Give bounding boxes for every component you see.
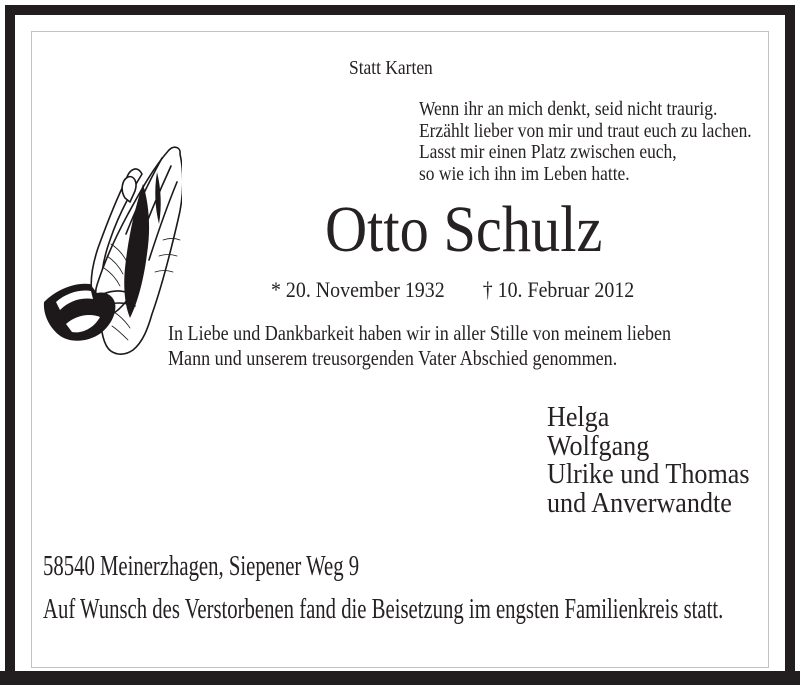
birth-date: * 20. November 1932	[271, 277, 445, 302]
mourner-name: Ulrike und Thomas	[547, 458, 750, 490]
announcement-text	[168, 321, 671, 371]
closing-statement: Auf Wunsch des Verstorbenen fand die Beisetzung im engsten Familienkreis statt.	[43, 594, 724, 625]
announcement-line: In Liebe und Dankbarkeit haben wir in aller Stille von meinem lieben	[168, 321, 672, 345]
address: 58540 Meinerzhagen, Siepener Weg 9	[43, 551, 360, 582]
death-date: † 10. Februar 2012	[482, 277, 635, 302]
announcement-line: Mann und unserem treusorgenden Vater Abschied genommen.	[168, 346, 618, 370]
header-statt-karten: Statt Karten	[349, 58, 433, 79]
poem-line: Erzählt lieber von mir und traut euch zu lachen.	[419, 120, 752, 142]
poem-line: so wie ich ihn im Leben hatte.	[419, 163, 630, 185]
mourners-list	[547, 403, 750, 517]
bottom-black-bar	[0, 671, 800, 685]
poem-line: Lasst mir einen Platz zwischen euch,	[419, 142, 677, 163]
poem	[419, 99, 752, 185]
poem-line: Wenn ihr an mich denkt, seid nicht traurig.	[419, 99, 718, 120]
mourner-name: und Anverwandte	[547, 486, 732, 519]
mourner-name: Wolfgang	[547, 429, 650, 462]
life-dates	[271, 278, 634, 302]
mourner-name: Helga	[547, 401, 610, 433]
deceased-name: Otto Schulz	[325, 193, 603, 266]
praying-hands-icon	[42, 144, 182, 358]
